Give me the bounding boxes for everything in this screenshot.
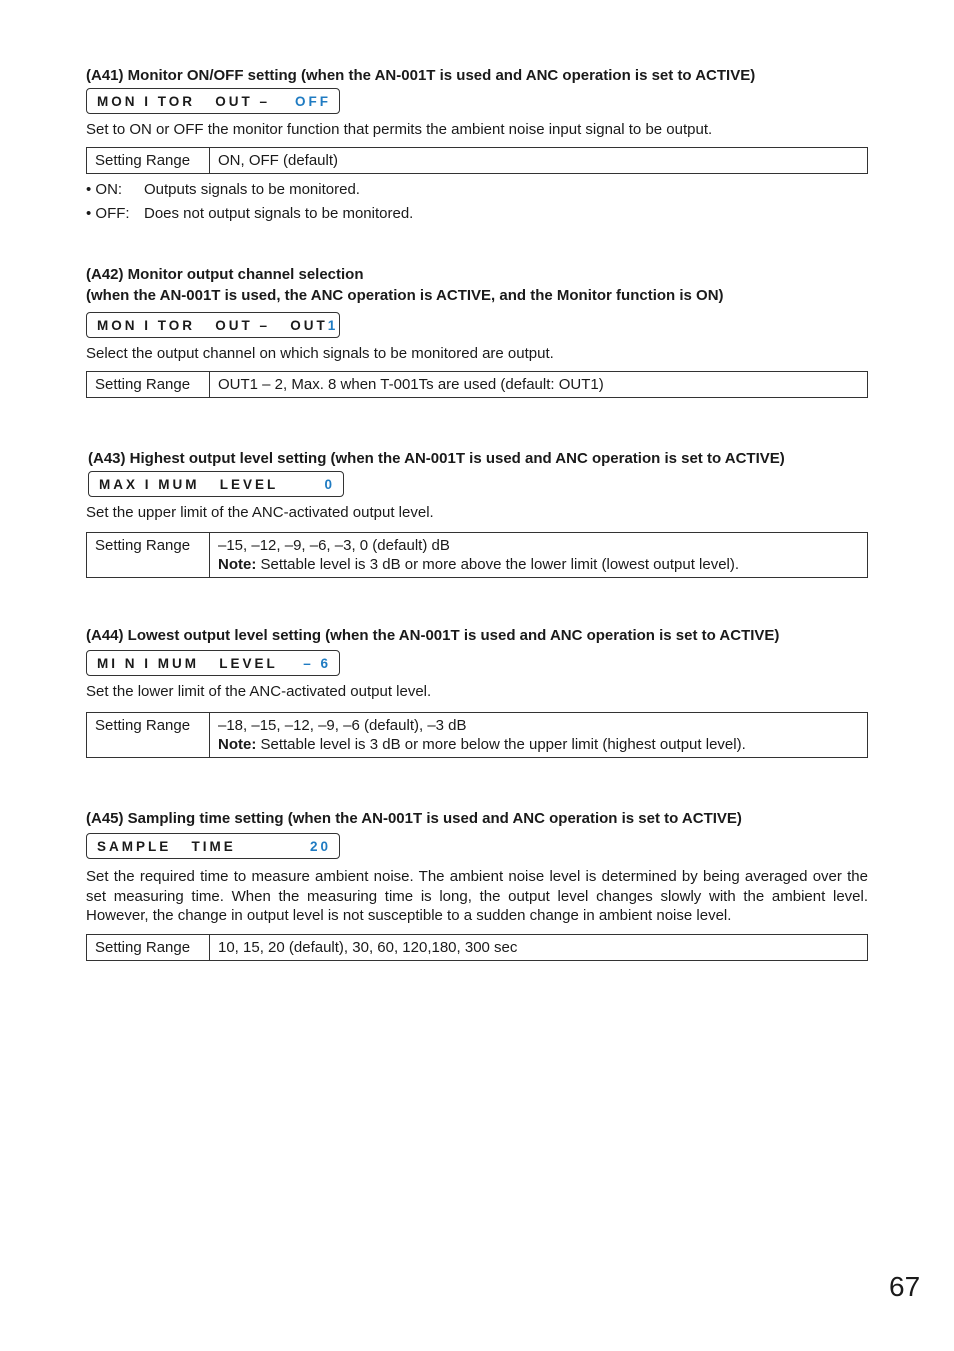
list-item: [86, 178, 868, 202]
range-cell: [210, 532, 868, 577]
section-a44: [86, 625, 868, 758]
range-value: 10, 15, 20 (default), 30, 60, 120,180, 300 sec: [210, 934, 868, 960]
note-label: Note:: [218, 735, 257, 753]
lcd-value: 0: [324, 476, 335, 492]
section-heading: (A44) Lowest output level setting (when the AN-001T is used and ANC operation is set to ACTIVE): [86, 627, 780, 644]
lcd-display: [86, 88, 340, 114]
range-label: Setting Range: [87, 371, 210, 397]
setting-range-table: [86, 371, 868, 398]
range-label: Setting Range: [87, 532, 210, 577]
setting-range-table: [86, 532, 868, 578]
range-label: Setting Range: [87, 712, 210, 757]
range-value: ON, OFF (default): [210, 147, 868, 173]
section-a42: [86, 264, 868, 398]
section-description: Select the output channel on which signals to be monitored are output.: [86, 345, 554, 362]
section-a43: [86, 448, 868, 578]
lcd-label: MAX I MUM LEVEL: [99, 476, 279, 492]
section-heading: (A43) Highest output level setting (when the AN-001T is used and ANC operation is set to ACTIVE): [88, 450, 785, 467]
setting-range-table: [86, 147, 868, 174]
lcd-label: MON I TOR OUT – OUT: [97, 317, 328, 333]
bullet-key: • ON:: [86, 180, 123, 198]
lcd-value: 20: [309, 838, 331, 854]
bullet-list: [86, 178, 868, 226]
section-a41: [86, 65, 868, 226]
page-number: 67: [889, 1271, 921, 1302]
section-heading: (A45) Sampling time setting (when the AN-001T is used and ANC operation is set to ACTIVE): [86, 810, 742, 827]
lcd-display: [86, 833, 340, 859]
range-value: OUT1 – 2, Max. 8 when T-001Ts are used (default: OUT1): [210, 371, 868, 397]
range-cell: [210, 712, 868, 757]
range-label: Setting Range: [87, 934, 210, 960]
range-value: –18, –15, –12, –9, –6 (default), –3 dB: [218, 716, 467, 734]
note-label: Note:: [218, 555, 257, 573]
section-heading-line2: (when the AN-001T is used, the ANC operation is ACTIVE, and the Monitor function is ON): [86, 287, 724, 304]
lcd-display: [88, 471, 344, 497]
lcd-value: OFF: [295, 93, 331, 109]
lcd-display: [86, 650, 340, 676]
range-label: Setting Range: [87, 147, 210, 173]
lcd-label: SAMPLE TIME: [97, 838, 236, 854]
lcd-value: – 6: [303, 655, 331, 671]
section-description: Set to ON or OFF the monitor function that permits the ambient noise input signal to be output.: [86, 121, 713, 138]
section-a45: [86, 808, 868, 961]
bullet-text: Does not output signals to be monitored.: [144, 204, 414, 222]
list-item: [86, 202, 868, 226]
bullet-key: • OFF:: [86, 204, 130, 222]
lcd-label: MI N I MUM LEVEL: [97, 655, 278, 671]
setting-range-table: [86, 712, 868, 758]
section-description: Set the upper limit of the ANC-activated output level.: [86, 504, 434, 521]
range-note: [218, 735, 859, 754]
setting-range-table: [86, 934, 868, 961]
range-note: [218, 555, 859, 574]
note-text: Settable level is 3 dB or more above the lower limit (lowest output level).: [256, 555, 740, 573]
bullet-text: Outputs signals to be monitored.: [144, 180, 360, 198]
note-text: Settable level is 3 dB or more below the upper limit (highest output level).: [256, 735, 746, 753]
range-value: –15, –12, –9, –6, –3, 0 (default) dB: [218, 536, 450, 554]
section-heading: (A41) Monitor ON/OFF setting (when the AN-001T is used and ANC operation is set to ACTIVE): [86, 67, 756, 84]
section-description: Set the lower limit of the ANC-activated output level.: [86, 683, 432, 700]
section-description: Set the required time to measure ambient noise. The ambient noise level is determined by being averaged over the set measuring time. When the measuring time is long, the output level changes slowly with the ambient level. However, the change in output level is not susceptible to a sudden change in ambient noise level.: [86, 868, 868, 924]
section-heading-line1: (A42) Monitor output channel selection: [86, 266, 364, 283]
lcd-display: [86, 312, 340, 338]
lcd-label: MON I TOR OUT –: [97, 93, 271, 109]
lcd-value: 1: [327, 317, 339, 333]
